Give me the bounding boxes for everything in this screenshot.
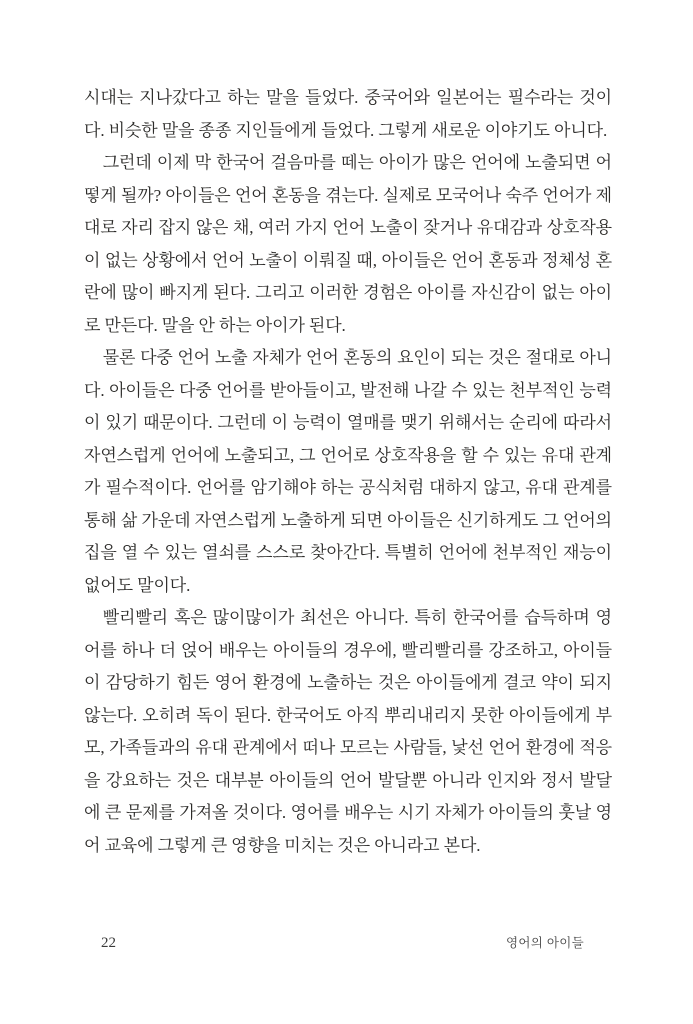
page-number: 22: [101, 935, 116, 951]
running-title: 영어의 아이들: [505, 936, 584, 950]
body-paragraph-1: 시대는 지나갔다고 하는 말을 들었다. 중국어와 일본어는 필수라는 것이다. 비슷한 말을 종종 지인들에게 들었다. 그렇게 새로운 이야기도 아니다.: [84, 88, 612, 140]
body-paragraph-3: 물론 다중 언어 노출 자체가 언어 혼동의 요인이 되는 것은 절대로 아니다. 아이들은 다중 언어를 받아들이고, 발전해 나갈 수 있는 천부적인 능력이 있기 때문이다. 그런데 이 능력이 열매를 맺기 위해서는 순리에 따라서 자연스럽게 언어에 노출되고, 그 언어로 상호작용을 할 수 있는 유대 관계가 필수적이다. 언어를 암기해야 하는 공식처럼 대하지 않고, 유대 관계를 통해 삶 가운데 자연스럽게 노출하게 되면 아이들은 신기하게도 그 언어의 집을 열 수 있는 열쇠를 스스로 찾아간다. 특별히 언어에 천부적인 재능이 없어도 말이다.: [84, 348, 612, 595]
body-text-block: [84, 82, 612, 862]
page-footer: [84, 933, 612, 952]
body-paragraph-2: 그런데 이제 막 한국어 걸음마를 떼는 아이가 많은 언어에 노출되면 어떻게 될까? 아이들은 언어 혼동을 겪는다. 실제로 모국어나 숙주 언어가 제대로 자리 잡지 않은 채, 여러 가지 언어 노출이 잦거나 유대감과 상호작용이 없는 상황에서 언어 노출이 이뤄질 때, 아이들은 언어 혼동과 정체성 혼란에 많이 빠지게 된다. 그리고 이러한 경험은 아이를 자신감이 없는 아이로 만든다. 말을 안 하는 아이가 된다.: [84, 153, 612, 335]
body-paragraph-4: 빨리빨리 혹은 많이많이가 최선은 아니다. 특히 한국어를 습득하며 영어를 하나 더 얹어 배우는 아이들의 경우에, 빨리빨리를 강조하고, 아이들이 감당하기 힘든 영어 환경에 노출하는 것은 아이들에게 결코 약이 되지 않는다. 오히려 독이 된다. 한국어도 아직 뿌리내리지 못한 아이들에게 부모, 가족들과의 유대 관계에서 떠나 모르는 사람들, 낯선 언어 환경에 적응을 강요하는 것은 대부분 아이들의 언어 발달뿐 아니라 인지와 정서 발달에 큰 문제를 가져올 것이다. 영어를 배우는 시기 자체가 아이들의 훗날 영어 교육에 그렇게 큰 영향을 미치는 것은 아니라고 본다.: [84, 608, 612, 855]
